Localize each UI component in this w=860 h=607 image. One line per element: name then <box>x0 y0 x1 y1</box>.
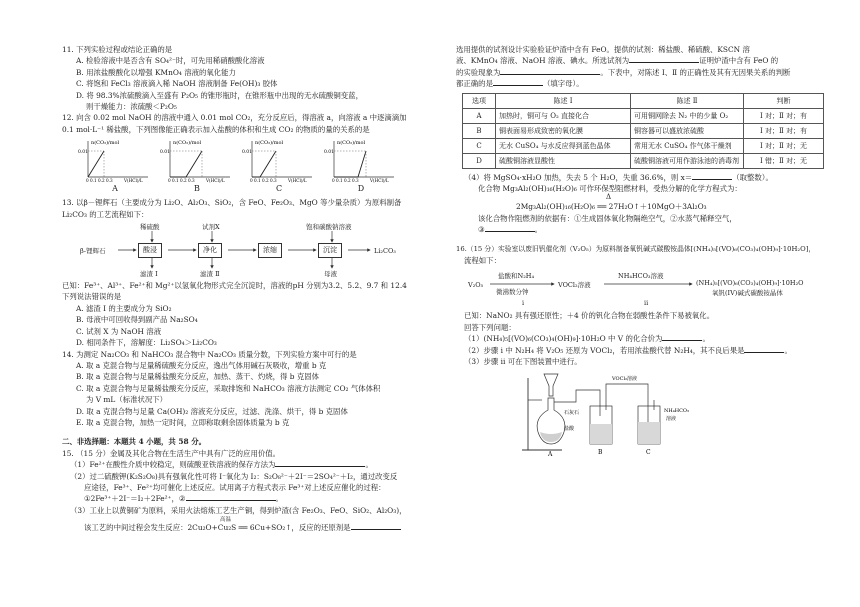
graph-c-plot <box>242 137 316 183</box>
table-cell: 硫酸铜溶液显酸性 <box>496 153 631 168</box>
flow-box-purify: 净化 <box>198 243 222 258</box>
q13-flowchart <box>80 222 436 278</box>
flow-end: Li₂CO₃ <box>374 247 396 256</box>
flow16-step-ii: ii <box>644 299 649 308</box>
q12-stem: 12. 向含 0.02 mol NaOH 的溶液中通入 0.01 mol CO₂，充分反应后，得溶液 a，向溶液 a 中逐滴滴加 <box>62 113 407 123</box>
q11-option-d-cont: 则干燥能力：浓硫酸＜P₂O₅ <box>86 102 177 112</box>
reaction-condition: 高温 <box>220 517 232 524</box>
q11-option-c: C. 将饱和 FeCl₃ 溶液滴入稀 NaOH 溶液制备 Fe(OH)₃ 胶体 <box>76 79 278 89</box>
svg-text:V(HCl)/L: V(HCl)/L <box>288 178 307 184</box>
table-cell: 铜容器可以盛放浓硫酸 <box>631 123 744 138</box>
flow16-step-i: i <box>522 299 525 308</box>
table-header-row <box>463 93 824 108</box>
q15-3-blank[interactable] <box>351 529 401 530</box>
svg-text:V(HCl)/L: V(HCl)/L <box>206 178 225 184</box>
table-row <box>463 123 824 138</box>
basis-3-blank[interactable] <box>485 231 535 232</box>
graph-d-label: D <box>357 184 365 194</box>
graph-d <box>324 137 398 193</box>
flow16-step1-top: 盐酸和N₂H₄ <box>498 272 535 281</box>
question-14 <box>62 349 436 429</box>
flow-top-1: 稀硫酸 <box>140 223 160 232</box>
flow16-step1-bottom: 微沸数分钟 <box>496 288 529 297</box>
svg-text:n(CO₂)/mol: n(CO₂)/mol <box>337 140 366 147</box>
svg-text:溶液: 溶液 <box>666 415 677 422</box>
q16-flowchart <box>462 268 832 308</box>
q16-part-2: （2）步骤 i 中 N₂H₄ 将 V₂O₅ 还原为 VOCl₂，若用浓盐酸代替 N₂H₄，其不良后果是 。 <box>464 345 792 355</box>
q12-stem-cont: 0.1 mol·L⁻¹ 稀盐酸，下列图像能正确表示加入盐酸的体积和生成 CO₂ 的物质的量的关系的是 <box>62 124 370 134</box>
graph-a-label: A <box>112 184 118 194</box>
intro-line-2: 液、KMnO₄ 溶液、NaOH 溶液、碘水。所选试剂为 证明炉渣中含有 FeO 的 <box>456 56 779 66</box>
svg-text:C: C <box>646 448 651 456</box>
flow16-step2-top: NH₄HCO₃溶液 <box>618 272 664 281</box>
q11-option-d: D. 将 98.3%浓硫酸滴入至盛有 P₂O₅ 的锥形瓶时，在锥形瓶中出现的无水硫酸铜变蓝， <box>76 90 363 100</box>
q16-answer: 回答下列问题： <box>464 322 516 332</box>
left-column <box>62 44 436 534</box>
statement-table <box>462 93 824 169</box>
svg-text:A: A <box>548 450 553 458</box>
table-cell: Ⅰ 错；Ⅱ 对；无 <box>744 153 824 168</box>
q14-option-c: C. 取 a 克混合物与足量稀盐酸充分反应，采取排饱和 NaHCO₃ 溶液方法测定 CO₂ 气体体积 <box>76 383 381 393</box>
q15-part-2-steps: ①2Fe³⁺＋2I⁻＝I₂＋2Fe²⁺，② 。 <box>84 494 283 504</box>
q15-stem: 15. （15 分）金属及其化合物在生活生产中具有广泛的应用价值。 <box>62 448 281 458</box>
q16-known: 已知：NaNO₂ 具有强还原性；＋4 价的钒化合物在弱酸性条件下易被氧化。 <box>464 311 715 321</box>
svg-text:0.01: 0.01 <box>78 150 89 156</box>
q15-part-3-cont: 该工艺的中间过程会发生反应：2Cu₂O+Cu₂S ══ 6Cu+SO₂↑，反应的还原剂是 高温 <box>62 522 436 533</box>
table-cell: 无水 CuSO₄ 与水反应得到蓝色晶体 <box>496 138 631 153</box>
table-cell: Ⅰ 对；Ⅱ 对；有 <box>744 123 824 138</box>
q15-part-2-cont: 应途径，Fe³⁺、Fe²⁺均可催化上述反应。试用离子方程式表示 Fe³⁺对上述反应催化的过程： <box>84 482 386 492</box>
q14-stem: 14. 为测定 Na₂CO₃ 和 NaHCO₃ 混合物中 Na₂CO₃ 质量分数，下列实验方案中可行的是 <box>62 349 357 359</box>
q14-option-a: A. 取 a 克混合物与足量稀硫酸充分反应，逸出气体用碱石灰吸收，增重 b 克 <box>76 360 327 370</box>
table-cell: D <box>463 153 496 168</box>
decomposition-equation: 2Mg₃Al₂(OH)₁₆(H₂O)₆ ══ 27H₂O↑＋10MgO＋3Al₂O₃ <box>516 202 707 212</box>
q15-part-4: （4）将 MgSO₄·xH₂O 加热，失去 5 个 H₂O，失重 36.6%，则 x＝ （取整数）。 <box>464 172 773 182</box>
question-13 <box>62 197 436 348</box>
phenomenon-blank[interactable] <box>500 74 600 75</box>
table-header: 陈述 Ⅱ <box>631 93 744 108</box>
flow-bottom-3: 母液 <box>324 270 337 279</box>
table-header: 判断 <box>744 93 824 108</box>
q14-option-e: E. 取 a 克混合物，加热一定时间，立即称取剩余固体质量为 b 克 <box>76 417 290 427</box>
flow16-end: (NH₄)₅[(VO)₆(CO₃)₄(OH)₉]·10H₂O <box>696 279 804 288</box>
flow-top-2: 试剂X <box>202 223 220 232</box>
svg-text:VOCl₂溶液: VOCl₂溶液 <box>612 375 638 382</box>
section-heading-nonchoice: 二、非选择题：本题共 4 小题，共 58 分。 <box>62 437 206 447</box>
graph-c <box>242 137 316 193</box>
graph-a <box>78 137 152 193</box>
intro-line-3: 的实验现象为 。下表中，对陈述 Ⅰ、Ⅱ 的正确性及其有无因果关系的判断 <box>456 67 791 77</box>
question-15 <box>62 448 436 534</box>
q15-1-blank[interactable] <box>275 466 365 467</box>
svg-text:n(CO₂)/mol: n(CO₂)/mol <box>173 140 202 147</box>
flow16-start: V₂O₅ <box>468 281 484 290</box>
q13-option-c: C. 试剂 X 为 NaOH 溶液 <box>76 326 162 336</box>
table-header: 陈述 Ⅰ <box>496 93 631 108</box>
q12-graphs <box>78 137 436 193</box>
x-value-blank[interactable] <box>692 179 732 180</box>
table-cell: Ⅰ 对；Ⅱ 对；无 <box>744 138 824 153</box>
flow-box-concentrate: 浓缩 <box>258 243 282 258</box>
table-header: 选项 <box>463 93 496 108</box>
table-row <box>463 108 824 123</box>
table-cell: B <box>463 123 496 138</box>
svg-text:盐酸: 盐酸 <box>564 425 575 432</box>
q14-option-c-cont: 为 V mL（标准状况下） <box>86 395 168 405</box>
q16-part-3: （3）步骤 ii 可在下图装置中进行。 <box>464 357 582 367</box>
right-column <box>456 44 832 458</box>
graph-b-plot <box>160 137 234 183</box>
svg-text:0 0.1 0.2 0.3: 0 0.1 0.2 0.3 <box>332 178 359 184</box>
q16-stem: 16.（15 分）实验室以废旧钒催化剂（V₂O₅）为原料制备氧钒碱式碳酸铵晶体[(NH₄)₅[(VO)₆(CO₃)₄(OH)₉]·10H₂O]， <box>456 244 816 253</box>
graph-a-plot <box>78 137 152 183</box>
svg-text:0 0.1 0.2 0.3: 0 0.1 0.2 0.3 <box>86 178 113 184</box>
svg-text:V(HCl)/L: V(HCl)/L <box>124 178 143 184</box>
flame-retardant-3: ③ 。 <box>478 225 543 235</box>
q15-2-blank[interactable] <box>186 500 276 501</box>
svg-text:n(CO₂)/mol: n(CO₂)/mol <box>255 140 284 147</box>
q13-stem: 13. 以β－锂辉石（主要成分为 Li₂O、Al₂O₃、SiO₂，含 FeO、Fe₂O₃、MgO 等少量杂质）为原料制备 <box>62 198 402 208</box>
table-row <box>463 153 824 168</box>
q13-note: 已知：Fe³⁺、Al³⁺、Fe²⁺和 Mg²⁺以氢氧化物形式完全沉淀时，溶液的pH 分别为3.2、5.2、9.7 和 12.4 <box>62 281 407 291</box>
q13-flow-arrows <box>80 222 410 278</box>
svg-text:0.01: 0.01 <box>242 150 253 156</box>
q13-option-a: A. 滤渣 Ⅰ 的主要成分为 SiO₂ <box>76 303 172 313</box>
q14-option-b: B. 取 a 克混合物与足量稀盐酸充分反应，加热、蒸干、灼烧，得 b 克固体 <box>76 372 319 382</box>
svg-text:0.01: 0.01 <box>160 150 171 156</box>
table-cell: 硫酸铜溶液可用作游泳池的消毒剂 <box>631 153 744 168</box>
table-cell: A <box>463 108 496 123</box>
q16-stem-cont: 流程如下： <box>464 256 501 266</box>
q13-option-d: D. 相同条件下，溶解度：Li₂SO₄＞Li₂CO₃ <box>76 338 217 348</box>
q11-option-b: B. 用浓盐酸酸化以增强 KMnO₄ 溶液的氧化能力 <box>76 67 236 77</box>
svg-text:0.01: 0.01 <box>324 150 335 156</box>
table-cell: 常用无水 CuSO₄ 作气体干燥剂 <box>631 138 744 153</box>
flow-start: β-锂辉石 <box>80 247 106 256</box>
q13-ask: 下列说法错误的是 <box>62 292 122 302</box>
heat-symbol: Δ <box>606 193 612 202</box>
intro-line-4: 都正确的是 （填字母）。 <box>456 79 584 89</box>
q13-stem-cont: Li₂CO₃ 的工艺流程如下： <box>62 209 149 219</box>
svg-text:V(HCl)/L: V(HCl)/L <box>370 178 389 184</box>
table-cell: 可用铜网除去 N₂ 中的少量 O₂ <box>631 108 744 123</box>
q14-option-d: D. 取 a 克混合物与足量 Ca(OH)₂ 溶液充分反应，过滤、洗涤、烘干，得 b 克固体 <box>76 406 348 416</box>
choice-blank[interactable] <box>493 85 543 86</box>
apparatus-figure <box>456 370 832 458</box>
q11-option-a: A. 检验溶液中是否含有 SO₄²⁻时，可先用稀硝酸酸化溶液 <box>76 56 265 66</box>
intro-line-1: 选用提供的试剂设计实验验证炉渣中含有 FeO。提供的试剂：稀盐酸、稀硫酸、KSCN 溶 <box>456 45 750 54</box>
flow16-mid: VOCl₂溶液 <box>558 281 591 290</box>
svg-text:0 0.1 0.2 0.3: 0 0.1 0.2 0.3 <box>168 178 195 184</box>
flame-retardant-basis: 该化合物作阻燃剂的依据有：①生成固体氧化物隔绝空气，②水蒸气稀释空气， <box>478 213 737 223</box>
q13-option-b: B. 母液中可回收得到副产品 Na₂SO₄ <box>76 315 198 325</box>
table-cell: Ⅰ 对；Ⅱ 对；有 <box>744 108 824 123</box>
q11-stem: 11. 下列实验过程或结论正确的是 <box>62 45 173 54</box>
svg-text:B: B <box>598 448 603 456</box>
question-11 <box>62 44 436 112</box>
flow-bottom-2: 滤渣 Ⅱ <box>200 270 220 279</box>
svg-text:NH₄HCO₃: NH₄HCO₃ <box>664 407 690 414</box>
table-cell: C <box>463 138 496 153</box>
q15-part-3: （3）工业上以黄铜矿为原料，采用火法熔炼工艺生产铜，得到炉渣(含 Fe₂O₃、FeO、SiO₂、Al₂O₃)， <box>70 505 407 515</box>
svg-text:0 0.1 0.2 0.3: 0 0.1 0.2 0.3 <box>250 178 277 184</box>
graph-c-label: C <box>275 184 283 194</box>
q15-part-4-compound: 化合物 Mg₃Al₂(OH)₁₆(H₂O)₆ 可作环保型阻燃材料，受热分解的化学方程式为： <box>478 184 742 194</box>
table-row <box>463 138 824 153</box>
question-12 <box>62 112 436 193</box>
table-cell: 铜表面易形成致密的氧化膜 <box>496 123 631 138</box>
graph-b-label: B <box>194 184 200 194</box>
flow-box-precipitate: 沉淀 <box>318 243 342 258</box>
q15-part-1: （1）Fe²⁺在酸性介质中较稳定，则硫酸亚铁溶液的保存方法为 。 <box>70 460 373 470</box>
consequence-blank[interactable] <box>744 352 784 353</box>
flow-top-3: 饱和碳酸钠溶液 <box>306 223 352 232</box>
apparatus-drawing <box>516 370 716 458</box>
svg-text:石灰石: 石灰石 <box>564 409 580 416</box>
reagent-blank[interactable] <box>629 62 699 63</box>
svg-text:n(CO₂)/mol: n(CO₂)/mol <box>91 140 120 147</box>
flow16-end2: 氧钒(IV)碱式碳酸铵晶体 <box>712 289 783 298</box>
q15-part-2: （2）过二硫酸钾(K₂S₂O₈)具有强氧化性可将 I⁻氧化为 I₂：S₂O₈²⁻＋2I⁻＝2SO₄²⁻＋I₂，通过改变反 <box>70 471 398 481</box>
q16-part-1: （1）(NH₄)₅[(VO)₆(CO₃)₄(OH)₉]·10H₂O 中 V 的化合价为 。 <box>464 334 710 344</box>
valence-blank[interactable] <box>662 340 702 341</box>
question-16 <box>456 244 832 458</box>
table-cell: 加热时，铜可与 O₂ 直接化合 <box>496 108 631 123</box>
graph-b <box>160 137 234 193</box>
flow-bottom-1: 滤渣 Ⅰ <box>140 270 158 279</box>
flow-box-acid-leach: 酸浸 <box>138 243 162 258</box>
graph-d-plot <box>324 137 398 183</box>
